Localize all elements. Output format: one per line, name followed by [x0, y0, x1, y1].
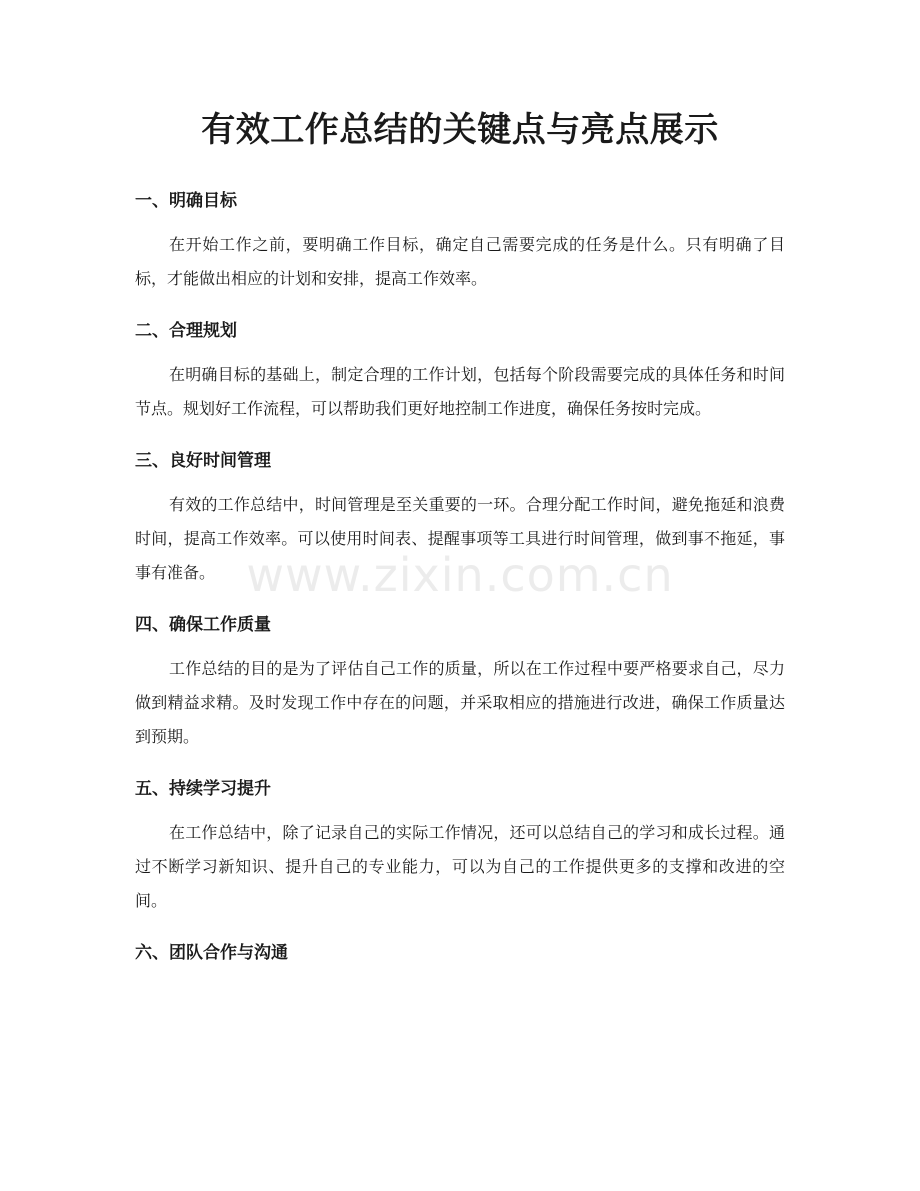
section-6 [135, 938, 785, 968]
section-heading: 三、良好时间管理 [135, 451, 271, 471]
section-paragraph: 有效的工作总结中，时间管理是至关重要的一环。合理分配工作时间，避免拖延和浪费时间，提高工作效率。可以使用时间表、提醒事项等工具进行时间管理，做到事不拖延，事事有准备。 [135, 495, 785, 582]
section-4 [135, 610, 785, 754]
section-2 [135, 316, 785, 426]
section-5 [135, 774, 785, 918]
section-paragraph: 在工作总结中，除了记录自己的实际工作情况，还可以总结自己的学习和成长过程。通过不断学习新知识、提升自己的专业能力，可以为自己的工作提供更多的支撑和改进的空间。 [135, 823, 785, 910]
document-title: 有效工作总结的关键点与亮点展示 [201, 110, 719, 150]
section-3 [135, 446, 785, 590]
section-paragraph: 在开始工作之前，要明确工作目标，确定自己需要完成的任务是什么。只有明确了目标，才能做出相应的计划和安排，提高工作效率。 [135, 235, 785, 288]
section-heading: 四、确保工作质量 [135, 615, 271, 635]
section-heading: 六、团队合作与沟通 [135, 943, 288, 963]
section-paragraph: 在明确目标的基础上，制定合理的工作计划，包括每个阶段需要完成的具体任务和时间节点。规划好工作流程，可以帮助我们更好地控制工作进度，确保任务按时完成。 [135, 365, 785, 418]
watermark-text: www.zixin.com.cn [246, 548, 674, 602]
section-heading: 五、持续学习提升 [135, 779, 271, 799]
section-heading: 一、明确目标 [135, 191, 237, 211]
section-heading: 二、合理规划 [135, 321, 237, 341]
section-1 [135, 186, 785, 296]
section-paragraph: 工作总结的目的是为了评估自己工作的质量，所以在工作过程中要严格要求自己，尽力做到精益求精。及时发现工作中存在的问题，并采取相应的措施进行改进，确保工作质量达到预期。 [135, 659, 785, 746]
document-sections [135, 186, 785, 968]
